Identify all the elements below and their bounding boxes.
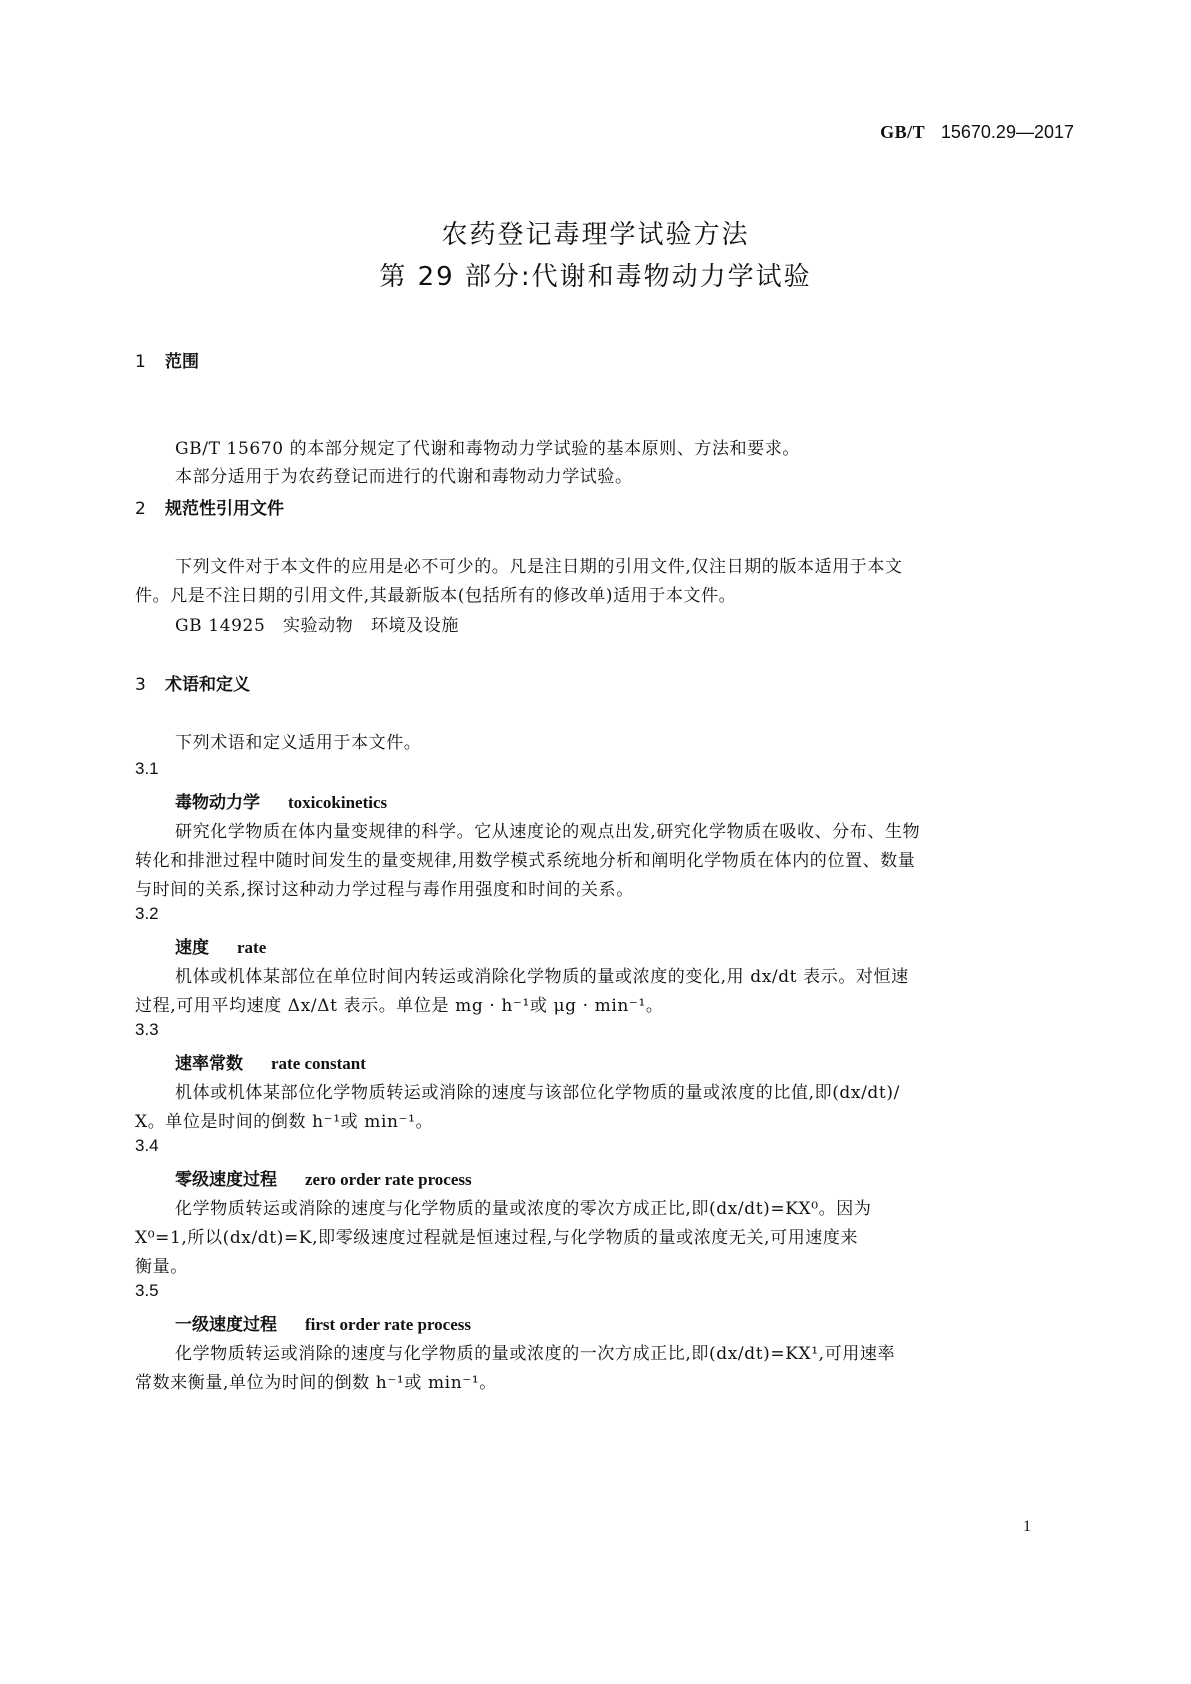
term-zh: 一级速度过程 [175,1315,277,1335]
section-number: 1 [135,352,146,372]
definition-line: X。单位是时间的倒数 h⁻¹或 min⁻¹。 [135,1112,434,1132]
term-en: first order rate process [305,1315,472,1334]
clause-number: 3.5 [135,1281,159,1300]
clause-number: 3.1 [135,759,159,778]
section-heading-1 [135,347,199,372]
definition-line: 研究化学物质在体内量变规律的科学。它从速度论的观点出发,研究化学物质在吸收、分布、生物 [175,822,921,842]
term-zh: 速率常数 [175,1054,243,1074]
section-title: 范围 [165,352,199,372]
definition-line: 机体或机体某部位在单位时间内转运或消除化学物质的量或浓度的变化,用 dx/dt 表示。对恒速 [175,967,909,987]
term-zh: 速度 [175,938,209,958]
definition-line: 化学物质转运或消除的速度与化学物质的量或浓度的一次方成正比,即(dx/dt)=KX¹,可用速率 [175,1344,896,1364]
section-number: 3 [135,675,146,695]
definition-line: 过程,可用平均速度 Δx/Δt 表示。单位是 mg · h⁻¹或 μg · min⁻¹。 [135,996,664,1016]
section-number: 2 [135,499,146,519]
term-en: rate [237,938,267,957]
term-heading [175,788,387,813]
term-zh: 毒物动力学 [175,793,260,813]
clause-number: 3.3 [135,1020,159,1039]
definition-line: 转化和排泄过程中随时间发生的量变规律,用数学模式系统地分析和阐明化学物质在体内的位置、数量 [135,851,916,871]
term-en: toxicokinetics [288,793,388,812]
standard-code: GB/T [880,122,926,142]
standard-number [880,122,1074,143]
paragraph: 下列文件对于本文件的应用是必不可少的。凡是注日期的引用文件,仅注日期的版本适用于本文 [175,557,903,577]
definition-line: 衡量。 [135,1257,188,1277]
clause-number: 3.4 [135,1136,159,1155]
term-zh: 零级速度过程 [175,1170,277,1190]
definition-line: X⁰=1,所以(dx/dt)=K,即零级速度过程就是恒速过程,与化学物质的量或浓度无关,可用速度来 [135,1228,859,1248]
definition-line: 常数来衡量,单位为时间的倒数 h⁻¹或 min⁻¹。 [135,1373,497,1393]
definition-line: 化学物质转运或消除的速度与化学物质的量或浓度的零次方成正比,即(dx/dt)=KX⁰。因为 [175,1199,872,1219]
paragraph: 下列术语和定义适用于本文件。 [175,733,422,753]
document-title-line2: 第 29 部分:代谢和毒物动力学试验 [379,262,812,292]
page-number: 1 [1023,1518,1031,1535]
document-title-line1: 农药登记毒理学试验方法 [441,220,750,250]
paragraph: 本部分适用于为农药登记而进行的代谢和毒物动力学试验。 [175,467,633,487]
section-heading-2 [135,494,284,519]
term-heading [175,933,266,958]
section-title: 术语和定义 [165,675,250,695]
term-en: zero order rate process [305,1170,472,1189]
section-title: 规范性引用文件 [165,499,284,519]
term-en: rate constant [271,1054,366,1073]
definition-line: 与时间的关系,探讨这种动力学过程与毒作用强度和时间的关系。 [135,880,634,900]
clause-number: 3.2 [135,904,159,923]
paragraph: 件。凡是不注日期的引用文件,其最新版本(包括所有的修改单)适用于本文件。 [135,586,737,606]
paragraph: GB/T 15670 的本部分规定了代谢和毒物动力学试验的基本原则、方法和要求。 [175,439,801,459]
standard-number-value: 15670.29—2017 [940,122,1074,142]
term-heading [175,1310,471,1335]
normative-reference: GB 14925 实验动物 环境及设施 [175,616,459,636]
term-heading [175,1165,472,1190]
term-heading [175,1049,366,1074]
section-heading-3 [135,670,250,695]
definition-line: 机体或机体某部位化学物质转运或消除的速度与该部位化学物质的量或浓度的比值,即(dx/dt)/ [175,1083,900,1103]
